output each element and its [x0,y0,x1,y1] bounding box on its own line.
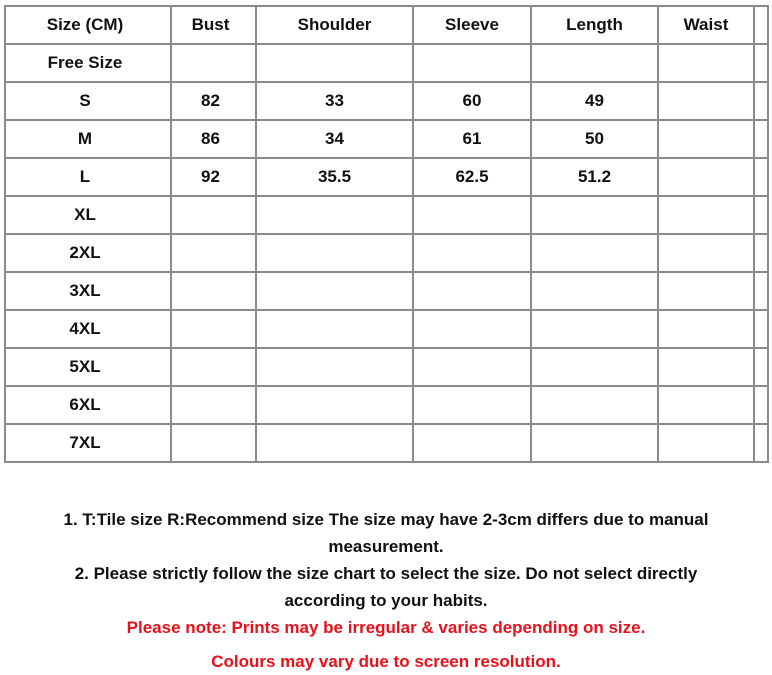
table-cell [413,424,531,462]
size-chart-table [4,5,769,463]
table-cell [413,272,531,310]
table-cell: 35.5 [256,158,413,196]
table-cell: 51.2 [531,158,658,196]
table-cell [658,158,754,196]
table-cell: 92 [171,158,256,196]
table-cell [256,424,413,462]
table-cell [531,386,658,424]
header-cell: Sleeve [413,6,531,44]
table-cell: S [5,82,171,120]
table-cell [754,196,768,234]
table-row [5,234,768,272]
table-cell: 34 [256,120,413,158]
table-cell [754,310,768,348]
note-line-4: according to your habits. [284,591,488,610]
table-cell [658,196,754,234]
table-row [5,158,768,196]
table-cell: XL [5,196,171,234]
table-cell [754,120,768,158]
table-cell [658,348,754,386]
table-cell [171,348,256,386]
table-cell [531,196,658,234]
table-cell [658,272,754,310]
table-cell: 60 [413,82,531,120]
table-cell: 62.5 [413,158,531,196]
table-cell [658,82,754,120]
table-cell [754,424,768,462]
table-cell [754,348,768,386]
table-cell [256,44,413,82]
table-cell [531,348,658,386]
table-cell: 5XL [5,348,171,386]
note-line-3: 2. Please strictly follow the size chart to select the size. Do not select directly [74,564,698,583]
table-cell [256,348,413,386]
header-cell: Size (CM) [5,6,171,44]
table-cell: 3XL [5,272,171,310]
header-cell [754,6,768,44]
table-cell: 49 [531,82,658,120]
table-cell [171,196,256,234]
table-row [5,82,768,120]
print-warning: Please note: Prints may be irregular & varies depending on size. [126,618,646,637]
table-cell [531,44,658,82]
table-cell: 4XL [5,310,171,348]
table-cell [413,44,531,82]
table-row [5,44,768,82]
table-cell [658,310,754,348]
colour-warning: Colours may vary due to screen resolution. [211,652,561,671]
header-cell: Shoulder [256,6,413,44]
table-row [5,348,768,386]
table-cell [754,386,768,424]
table-cell [531,424,658,462]
table-cell [256,272,413,310]
table-cell [658,386,754,424]
table-cell: M [5,120,171,158]
table-row [5,120,768,158]
table-cell [531,234,658,272]
table-cell [754,272,768,310]
table-cell [171,234,256,272]
table-cell [256,310,413,348]
table-cell: 86 [171,120,256,158]
table-cell [658,424,754,462]
table-row [5,196,768,234]
note-line-1: 1. T:Tile size R:Recommend size The size may have 2-3cm differs due to manual [63,510,709,529]
table-cell: L [5,158,171,196]
table-cell [171,44,256,82]
table-cell: 6XL [5,386,171,424]
table-cell [658,234,754,272]
header-cell: Waist [658,6,754,44]
table-cell: 2XL [5,234,171,272]
table-cell [413,196,531,234]
table-cell [658,120,754,158]
table-cell [256,386,413,424]
table-cell [171,386,256,424]
table-cell [754,158,768,196]
table-cell [171,310,256,348]
table-cell [413,234,531,272]
table-cell [531,272,658,310]
table-cell [413,386,531,424]
note-line-2: measurement. [328,537,444,556]
size-notes [0,506,772,675]
table-cell [754,44,768,82]
table-cell: 33 [256,82,413,120]
table-cell: 7XL [5,424,171,462]
table-cell [754,234,768,272]
header-cell: Bust [171,6,256,44]
table-cell: Free Size [5,44,171,82]
table-cell [171,424,256,462]
table-cell [413,348,531,386]
table-row [5,310,768,348]
table-cell [658,44,754,82]
table-cell: 50 [531,120,658,158]
size-chart-body [5,6,768,462]
table-cell: 82 [171,82,256,120]
header-cell: Length [531,6,658,44]
header-row [5,6,768,44]
table-cell [413,310,531,348]
table-cell [754,82,768,120]
table-row [5,386,768,424]
table-cell [531,310,658,348]
table-row [5,272,768,310]
table-cell [171,272,256,310]
table-cell [256,196,413,234]
table-cell [256,234,413,272]
table-row [5,424,768,462]
table-cell: 61 [413,120,531,158]
